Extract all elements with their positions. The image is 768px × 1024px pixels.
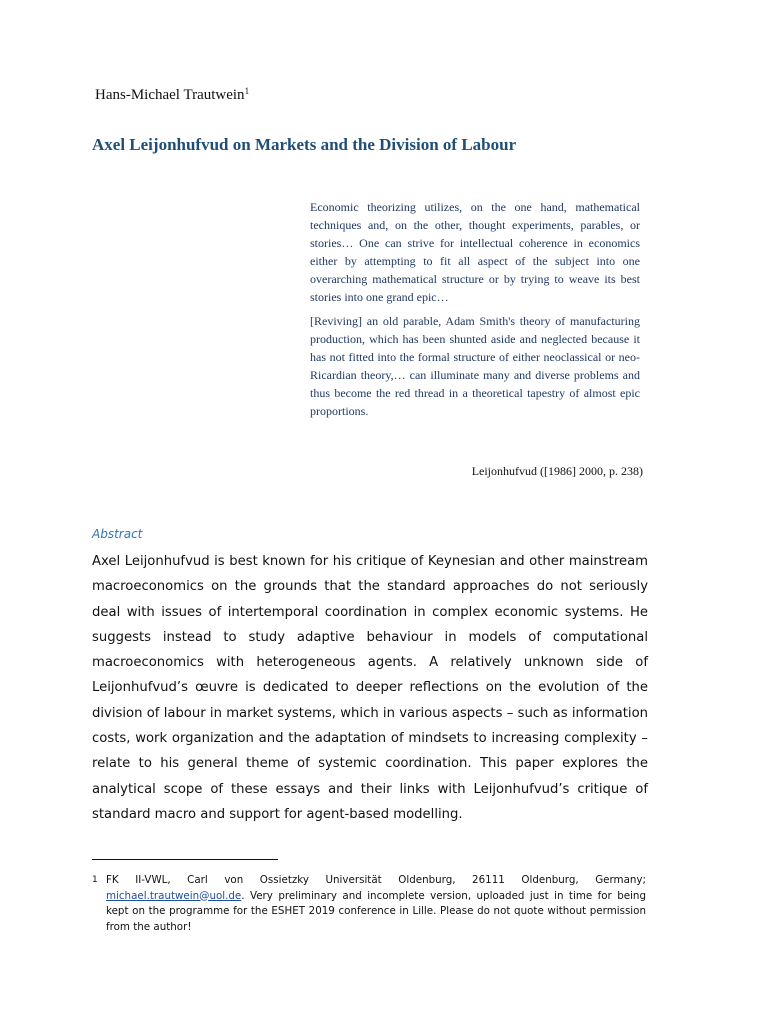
- epigraph-source: Leijonhufvud ([1986] 2000, p. 238): [471, 464, 643, 478]
- footnote-text-after: . Very preliminary and incomplete version, uploaded just in time for being kept on the programme for the ESHET 2019 conference in Lille. Please do not quote without permission from the author!: [106, 889, 646, 933]
- author-footnote-marker[interactable]: 1: [244, 86, 250, 96]
- footnote-text-before: FK II-VWL, Carl von Ossietzky Universität Oldenburg, 26111 Oldenburg, Germany;: [106, 874, 646, 886]
- abstract-heading: Abstract: [92, 527, 143, 541]
- paper-title: Axel Leijonhufvud on Markets and the Division of Labour: [92, 135, 517, 154]
- epigraph: [310, 198, 640, 426]
- abstract-body: Axel Leijonhufvud is best known for his critique of Keynesian and other mainstream macroeconomics on the grounds that the standard approaches do not seriously deal with issues of intertemporal coordination in complex economic systems. He suggests instead to study adaptive behaviour in models of computational macroeconomics with heterogeneous agents. A relatively unknown side of Leijonhufvud’s œuvre is dedicated to deeper reflections on the evolution of the division of labour in market systems, which in various aspects – such as information costs, work organization and the adaptation of mindsets to increasing complexity – relate to his general theme of systemic coordination. This paper explores the analytical scope of these essays and their links with Leijonhufvud’s critique of standard macro and support for agent-based modelling.: [92, 554, 648, 822]
- footnote-divider: [92, 859, 278, 860]
- epigraph-paragraph-2: [Reviving] an old parable, Adam Smith's theory of manufacturing production, which has been shunted aside and neglected because it has not fitted into the formal structure of either neoclassical or neo-Ricardian theory,… can illuminate many and diverse problems and thus become the red thread in a theoretical tapestry of almost epic proportions.: [310, 314, 640, 418]
- author-line: [95, 86, 249, 104]
- epigraph-paragraph-1: Economic theorizing utilizes, on the one hand, mathematical techniques and, on the other, thought experiments, parables, or stories… One can strive for intellectual coherence in economics either by attempting to fit all aspect of the subject into one overarching mathematical structure or by trying to weave its best stories into one grand epic…: [310, 200, 640, 304]
- footnote: [92, 873, 646, 935]
- author-name: Hans-Michael Trautwein: [95, 87, 245, 103]
- footnote-text: [106, 873, 646, 935]
- footnote-marker: 1: [92, 875, 98, 885]
- author-email-link[interactable]: michael.trautwein@uol.de: [106, 889, 242, 902]
